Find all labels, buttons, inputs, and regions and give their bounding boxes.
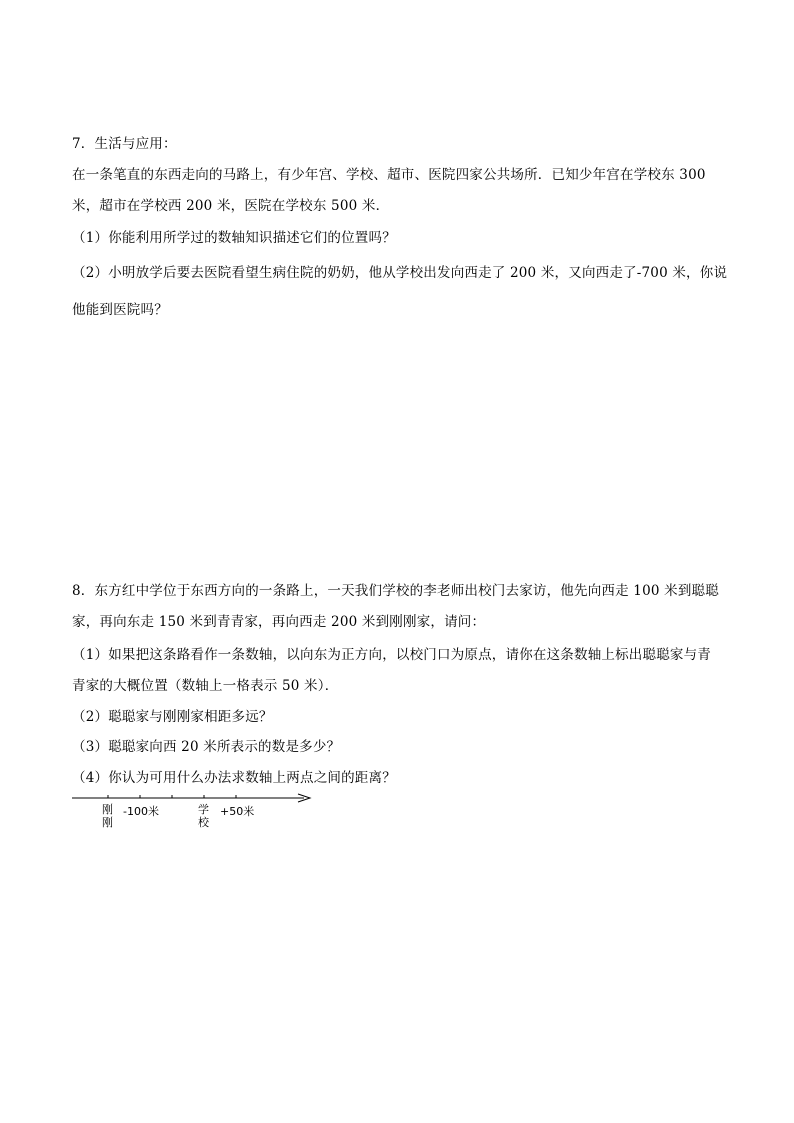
label-xiao: 校 (198, 816, 209, 829)
label-gang-bottom: 刚 (102, 816, 113, 829)
q7-title: 7．生活与应用： (72, 136, 177, 152)
label-plus-50: +50米 (220, 805, 255, 818)
number-line-figure (70, 790, 320, 840)
q7-text-line1: 在一条笔直的东西走向的马路上，有少年宫、学校、超市、医院四家公共场所．已知少年宫在学校东 300 (72, 167, 706, 183)
q7-sub2-line2: 他能到医院吗？ (72, 302, 168, 318)
label-xue: 学 (198, 803, 209, 816)
q8-text-line2: 家，再向东走 150 米到青青家，再向西走 200 米到刚刚家，请问： (72, 614, 486, 630)
q8-sub3: （3）聪聪家向西 20 米所表示的数是多少？ (72, 739, 341, 755)
q7-text-line2: 米，超市在学校西 200 米，医院在学校东 500 米． (72, 198, 390, 214)
q8-sub1-line2: 青家的大概位置（数轴上一格表示 50 米）． (72, 678, 339, 694)
q8-text-line1: 8．东方红中学位于东西方向的一条路上，一天我们学校的李老师出校门去家访，他先向西走 100 米到聪聪 (72, 583, 719, 599)
label-minus-100: -100米 (123, 805, 159, 818)
label-gang-top: 刚 (102, 803, 113, 816)
q8-sub4: （4）你认为可用什么办法求数轴上两点之间的距离？ (72, 770, 396, 786)
q8-sub2: （2）聪聪家与刚刚家相距多远？ (72, 709, 273, 725)
q7-sub2-line1: （2）小明放学后要去医院看望生病住院的奶奶，他从学校出发向西走了 200 米，又向西走了-700 米，你说 (72, 265, 728, 281)
q7-sub1: （1）你能利用所学过的数轴知识描述它们的位置吗？ (72, 230, 396, 246)
q8-sub1-line1: （1）如果把这条路看作一条数轴，以向东为正方向，以校门口为原点，请你在这条数轴上标出聪聪家与青 (72, 647, 711, 663)
